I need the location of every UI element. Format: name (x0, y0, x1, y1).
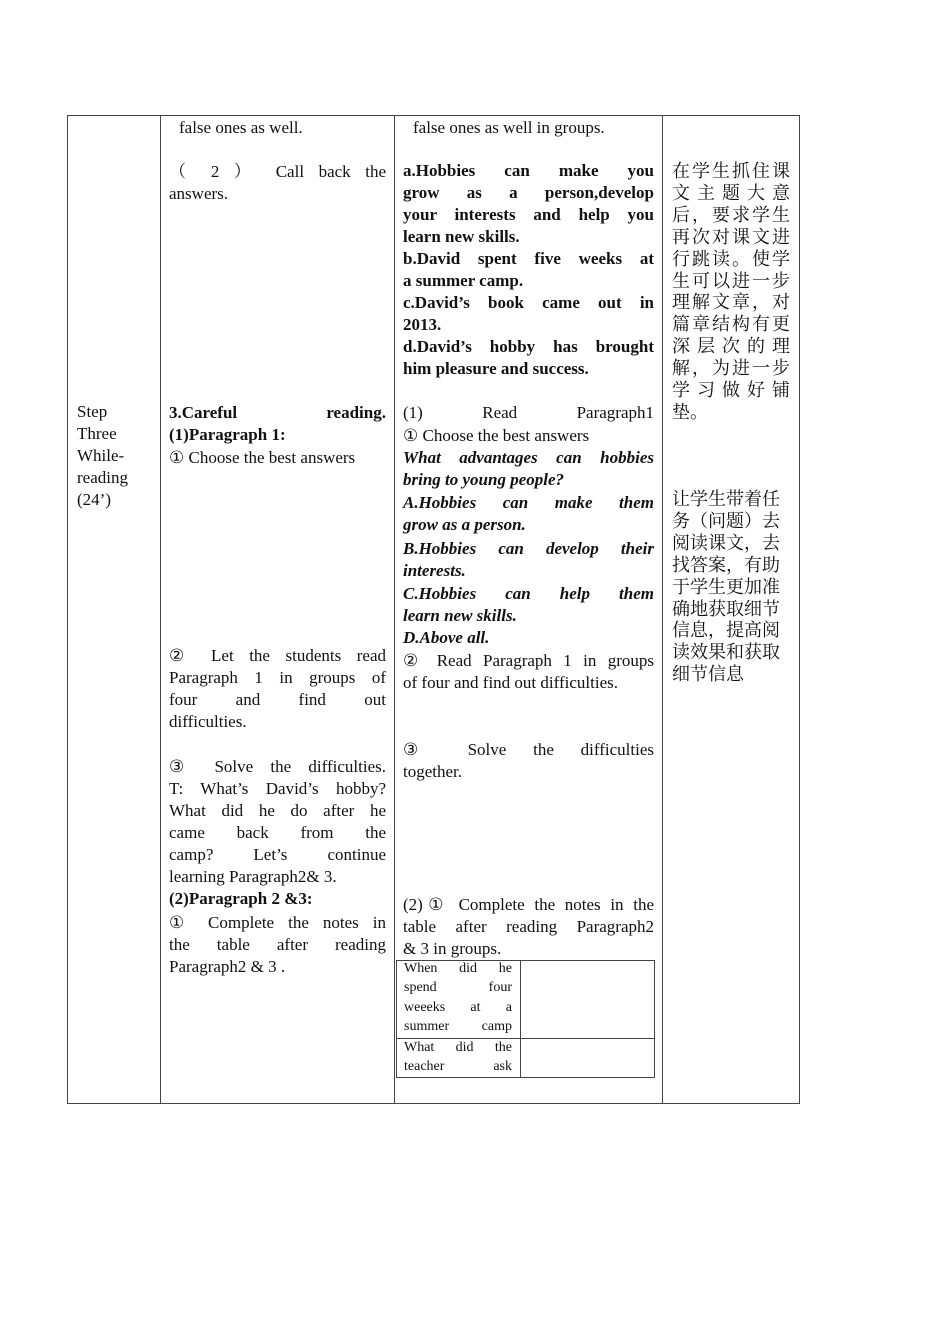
design-purpose-line: 阅读课文，去 (672, 532, 780, 553)
answer-option-line: A.Hobbies can make them (403, 493, 654, 512)
student-activity-line: together. (403, 762, 463, 781)
design-purpose-line: 务（问题）去 (672, 510, 780, 531)
column-divider (160, 115, 161, 1104)
student-activity-line: false ones as well in groups. (413, 118, 605, 137)
table-border-bottom (67, 1103, 800, 1104)
teacher-activity-line: difficulties. (169, 712, 247, 731)
design-purpose-line: 后，要求学生 (672, 204, 790, 225)
statement-line: learn new skills. (403, 227, 520, 246)
design-purpose-line: 理解文章，对 (672, 292, 790, 313)
answer-option-line: D.Above all. (403, 628, 490, 647)
statement-line: a summer camp. (403, 271, 524, 290)
answer-option-line: interests. (403, 561, 466, 580)
notes-table-cell-line: teacher ask (404, 1059, 512, 1075)
student-activity-line: ① Choose the best answers (403, 426, 590, 445)
teacher-activity-line: learning Paragraph2& 3. (169, 867, 337, 886)
statement-line: your interests and help you (403, 205, 654, 224)
student-activity-line: table after reading Paragraph2 (403, 917, 654, 936)
statement-line: d.David’s hobby has brought (403, 337, 654, 356)
design-purpose-line: 信息，提高阅 (672, 620, 780, 641)
design-purpose-line: 让学生带着任 (672, 489, 780, 509)
step-label-line: Step (77, 402, 108, 421)
notes-table-border (654, 960, 655, 1078)
teacher-activity-line: false ones as well. (179, 118, 303, 137)
teacher-activity-line: came back from the (169, 823, 386, 842)
step-label-line: While- (77, 446, 125, 465)
student-activity-line: (2)① Complete the notes in the (403, 895, 654, 914)
question-line: What advantages can hobbies (403, 448, 654, 467)
teacher-activity-line: ③ Solve the difficulties. (169, 757, 386, 776)
student-activity-line: (1) Read Paragraph1 (403, 403, 654, 422)
teacher-activity-line: four and find out (169, 690, 386, 709)
question-line: bring to young people? (403, 470, 565, 489)
answer-option-line: grow as a person. (403, 515, 526, 534)
notes-table-cell-line: summer camp (404, 1018, 512, 1034)
statement-line: him pleasure and success. (403, 359, 589, 378)
answer-option-line: B.Hobbies can develop their (403, 539, 654, 558)
section-heading-line: 3.Careful reading. (169, 403, 386, 422)
teacher-activity-line: T: What’s David’s hobby? (169, 779, 386, 798)
student-activity-line: & 3 in groups. (403, 939, 502, 958)
teacher-activity-line: ① Complete the notes in (169, 913, 386, 932)
section-heading-line: (1)Paragraph 1: (169, 425, 286, 444)
table-border-top (67, 115, 800, 116)
design-purpose-line: 深层次的理 (672, 336, 790, 357)
design-purpose-line: 找答案，有助 (672, 554, 780, 575)
step-label-line: reading (77, 468, 128, 487)
design-purpose-line: 垫。 (672, 401, 708, 422)
teacher-activity-line: ② Let the students read (169, 646, 386, 665)
table-border-left (67, 115, 68, 1104)
column-divider (662, 115, 663, 1104)
statement-line: b.David spent five weeks at (403, 249, 654, 268)
design-purpose-line: 生可以进一步 (672, 270, 790, 291)
teacher-activity-line: the table after reading (169, 935, 386, 954)
teacher-activity-line: camp? Let’s continue (169, 845, 386, 864)
column-divider (394, 115, 395, 1104)
student-activity-line: ③ Solve the difficulties (403, 740, 654, 759)
design-purpose-line: 读效果和获取 (672, 642, 780, 663)
notes-table-border (396, 960, 397, 1078)
teacher-activity-line: Paragraph2 & 3 . (169, 957, 286, 976)
design-purpose-line: 在学生抓住课 (672, 161, 790, 181)
statement-line: c.David’s book came out in (403, 293, 654, 312)
teacher-activity-line: ① Choose the best answers (169, 448, 356, 467)
answer-option-line: learn new skills. (403, 606, 517, 625)
design-purpose-line: 解，为进一步 (672, 358, 790, 379)
statement-line: 2013. (403, 315, 442, 334)
statement-line: grow as a person,develop (403, 183, 654, 202)
design-purpose-line: 细节信息 (672, 664, 744, 685)
statement-line: a.Hobbies can make you (403, 161, 654, 180)
notes-table-border (520, 960, 521, 1078)
section-heading-line: (2)Paragraph 2 &3: (169, 889, 313, 908)
teacher-activity-line: （ 2 ） Call back the (169, 162, 386, 181)
teacher-activity-line: What did he do after he (169, 801, 386, 820)
answer-option-line: C.Hobbies can help them (403, 584, 654, 603)
table-border-right (799, 115, 800, 1104)
design-purpose-line: 确地获取细节 (672, 598, 780, 619)
notes-table-cell-line: What did the (404, 1040, 512, 1055)
teacher-activity-line: Paragraph 1 in groups of (169, 668, 386, 687)
teacher-activity-line: answers. (169, 184, 229, 203)
student-activity-line: of four and find out difficulties. (403, 673, 618, 692)
step-label-line: Three (77, 424, 117, 443)
design-purpose-line: 篇章结构有更 (672, 314, 790, 335)
design-purpose-line: 行跳读。使学 (672, 248, 790, 269)
student-activity-line: ② Read Paragraph 1 in groups (403, 651, 654, 670)
step-label-line: (24’) (77, 490, 111, 509)
design-purpose-line: 再次对课文进 (672, 226, 790, 247)
notes-table-cell-line: weeeks at a (404, 999, 512, 1015)
design-purpose-line: 学习做好铺 (672, 380, 790, 400)
notes-table-border (396, 1077, 655, 1078)
design-purpose-line: 于学生更加准 (672, 576, 780, 597)
notes-table-cell-line: When did he (404, 961, 512, 976)
notes-table-cell-line: spend four (404, 980, 512, 996)
design-purpose-line: 文主题大意 (672, 182, 790, 203)
